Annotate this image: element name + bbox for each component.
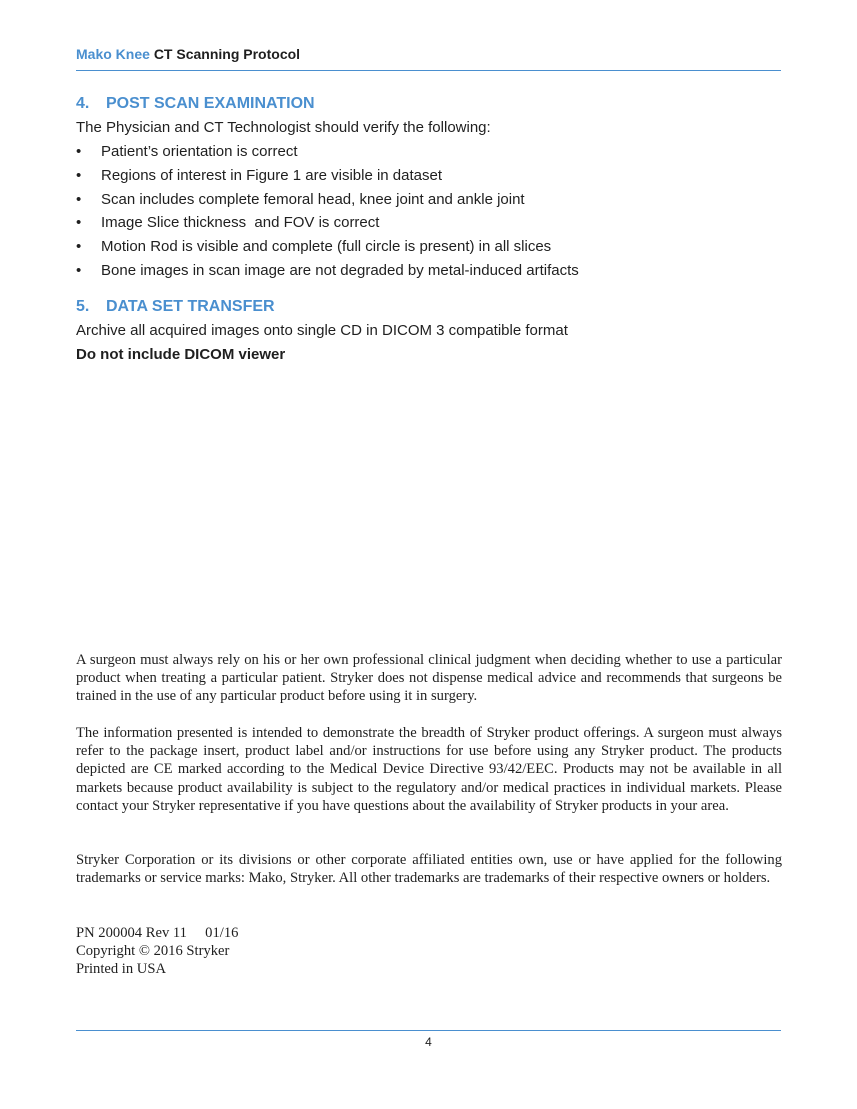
verification-list — [76, 140, 796, 283]
bullet-icon: • — [76, 143, 82, 160]
list-item — [76, 188, 796, 212]
footer-rule — [76, 1030, 781, 1031]
disclaimer-paragraph: A surgeon must always rely on his or her own professional clinical judgment when deciding whether to use a particular product when treating a particular patient. Stryker does not dispense medical advice and recommends that surgeons be trained in the use of any particular product before using it in surgery. — [76, 652, 782, 705]
list-item — [76, 140, 796, 164]
list-item-text: Regions of interest in Figure 1 are visible in dataset — [101, 166, 443, 184]
list-item — [76, 211, 796, 235]
page-number: 4 — [425, 1035, 432, 1049]
list-item-text: Patient’s orientation is correct — [101, 143, 298, 160]
header-brand: Mako Knee — [76, 46, 150, 62]
printed-in: Printed in USA — [76, 961, 166, 978]
list-item — [76, 164, 796, 188]
list-item-text: Image Slice thickness and FOV is correct — [101, 214, 380, 232]
transfer-instruction: Archive all acquired images onto single CD in DICOM 3 compatible format — [76, 322, 568, 339]
page-header — [76, 46, 781, 62]
list-item — [76, 259, 796, 283]
section-intro: The Physician and CT Technologist should verify the following: — [76, 119, 491, 136]
section-title: DATA SET TRANSFER — [106, 298, 275, 315]
header-title: CT Scanning Protocol — [153, 46, 301, 62]
section-number: 4. — [76, 95, 90, 112]
list-item-text: Motion Rod is visible and complete (full circle is present) in all slices — [101, 238, 552, 256]
list-item — [76, 235, 796, 259]
section-heading — [76, 92, 796, 116]
bullet-icon: • — [76, 238, 82, 256]
section-number: 5. — [76, 298, 90, 315]
product-info-paragraph: The information presented is intended to demonstrate the breadth of Stryker product offerings. A surgeon must always refer to the package insert, product label and/or instructions for use before using any Stryker product. The products depicted are CE marked according to the Medical Device Directive 93/42/EEC. Products may not be available in all markets because product availability is subject to the regulatory and/or medical practices in individual markets. Please contact your Stryker representative if you have questions about the availability of Stryker products in your area. — [76, 725, 782, 814]
section-heading — [76, 295, 796, 319]
section-data-set-transfer — [76, 295, 796, 367]
bullet-icon: • — [76, 190, 82, 208]
part-number: PN 200004 Rev 11 01/16 — [76, 925, 239, 941]
bullet-icon: • — [76, 214, 82, 232]
header-rule — [76, 70, 781, 71]
document-info — [76, 924, 782, 979]
list-item-text: Scan includes complete femoral head, knee joint and ankle joint — [101, 190, 525, 208]
bullet-icon: • — [76, 261, 82, 279]
copyright-notice: Copyright © 2016 Stryker — [76, 943, 230, 960]
trademark-paragraph: Stryker Corporation or its divisions or other corporate affiliated entities own, use or have applied for the following trademarks or service marks: Mako, Stryker. All other trademarks are trademarks of their respective owners or holders. — [76, 852, 782, 887]
list-item-text: Bone images in scan image are not degraded by metal-induced artifacts — [101, 261, 579, 279]
section-title: POST SCAN EXAMINATION — [106, 95, 315, 112]
bullet-icon: • — [76, 166, 82, 184]
section-post-scan-examination — [76, 92, 796, 283]
transfer-warning: Do not include DICOM viewer — [76, 346, 286, 363]
